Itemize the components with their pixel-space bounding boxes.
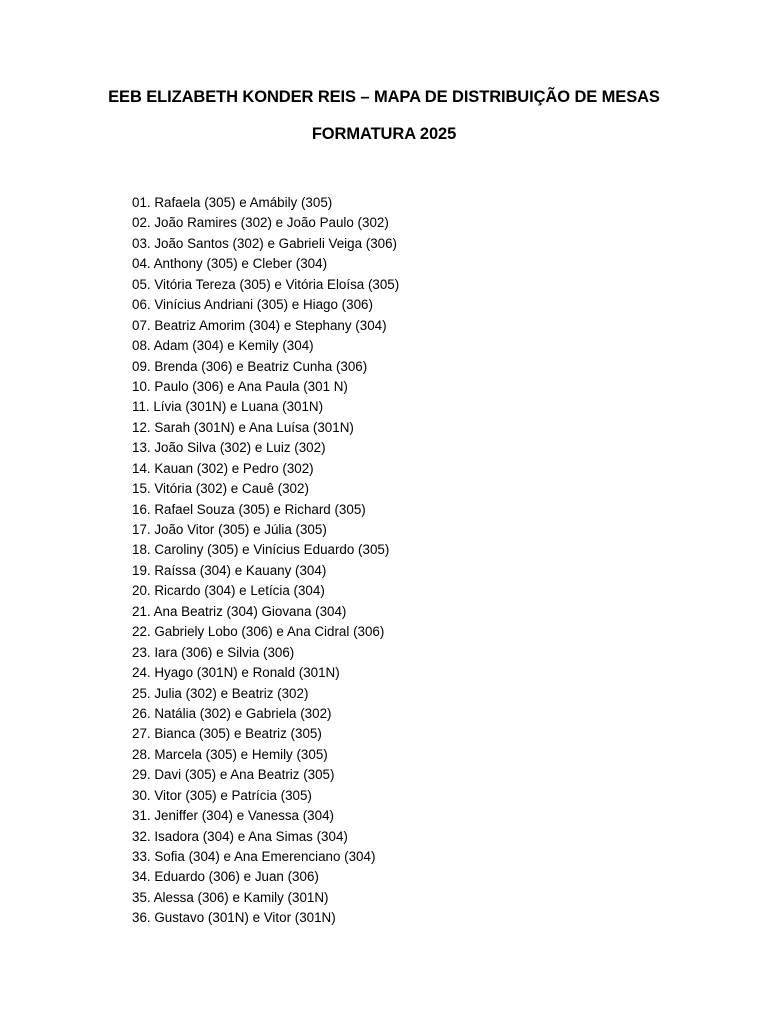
table-entry: 28. Marcela (305) e Hemily (305) xyxy=(132,746,328,762)
table-entry: 19. Raíssa (304) e Kauany (304) xyxy=(132,562,327,578)
table-entry: 14. Kauan (302) e Pedro (302) xyxy=(132,460,314,476)
table-entry: 02. João Ramires (302) e João Paulo (302) xyxy=(132,215,389,231)
table-entry: 09. Brenda (306) e Beatriz Cunha (306) xyxy=(132,358,368,374)
table-entry: 08. Adam (304) e Kemily (304) xyxy=(132,338,314,354)
table-entry: 32. Isadora (304) e Ana Simas (304) xyxy=(132,828,348,844)
table-entry: 23. Iara (306) e Silvia (306) xyxy=(132,644,295,660)
table-entry: 12. Sarah (301N) e Ana Luísa (301N) xyxy=(132,419,354,435)
document-subtitle: FORMATURA 2025 xyxy=(311,125,457,143)
table-entry: 31. Jeniffer (304) e Vanessa (304) xyxy=(132,808,334,824)
table-entry: 18. Caroliny (305) e Vinícius Eduardo (305) xyxy=(132,542,390,558)
table-entry: 27. Bianca (305) e Beatriz (305) xyxy=(132,726,322,742)
table-entry: 06. Vinícius Andriani (305) e Hiago (306) xyxy=(132,297,373,313)
table-entry: 05. Vitória Tereza (305) e Vitória Eloísa (305) xyxy=(132,276,400,292)
table-entry: 07. Beatriz Amorim (304) e Stephany (304) xyxy=(132,317,387,333)
table-entry: 30. Vitor (305) e Patrícia (305) xyxy=(132,787,312,803)
table-entry: 01. Rafaela (305) e Amábily (305) xyxy=(132,195,333,210)
table-entry: 24. Hyago (301N) e Ronald (301N) xyxy=(132,665,340,681)
table-entry: 11. Lívia (301N) e Luana (301N) xyxy=(132,399,324,415)
table-entry: 10. Paulo (306) e Ana Paula (301 N) xyxy=(132,378,348,394)
table-entry: 33. Sofia (304) e Ana Emerenciano (304) xyxy=(132,849,376,864)
table-entry: 29. Davi (305) e Ana Beatriz (305) xyxy=(132,767,335,783)
table-entry: 13. João Silva (302) e Luiz (302) xyxy=(132,440,326,456)
table-entry: 20. Ricardo (304) e Letícia (304) xyxy=(132,583,325,599)
table-entry: 21. Ana Beatriz (304) Giovana (304) xyxy=(132,603,347,619)
document-title: EEB ELIZABETH KONDER REIS – MAPA DE DISTRIBUIÇÃO DE MESAS xyxy=(108,88,660,106)
table-entry: 36. Gustavo (301N) e Vitor (301N) xyxy=(132,910,336,926)
table-entry: 25. Julia (302) e Beatriz (302) xyxy=(132,685,309,701)
table-entry: 34. Eduardo (306) e Juan (306) xyxy=(132,869,319,885)
table-entry: 04. Anthony (305) e Cleber (304) xyxy=(132,256,328,272)
table-entry: 16. Rafael Souza (305) e Richard (305) xyxy=(132,501,366,517)
table-entry: 22. Gabriely Lobo (306) e Ana Cidral (306) xyxy=(132,624,385,640)
table-entry: 15. Vitória (302) e Cauê (302) xyxy=(132,481,309,497)
table-distribution-list xyxy=(132,193,399,929)
table-entry: 26. Natália (302) e Gabriela (302) xyxy=(132,705,332,721)
table-entry: 35. Alessa (306) e Kamily (301N) xyxy=(132,889,329,905)
table-entry: 03. João Santos (302) e Gabrieli Veiga (306) xyxy=(132,235,398,251)
table-entry: 17. João Vitor (305) e Júlia (305) xyxy=(132,522,327,537)
